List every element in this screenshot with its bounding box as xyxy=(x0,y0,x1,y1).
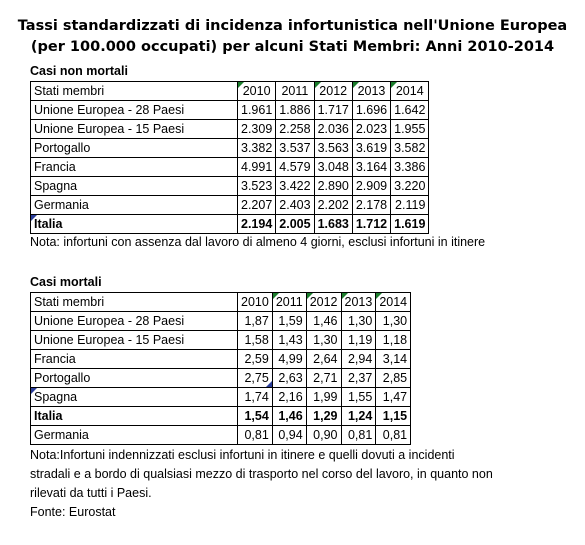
value-cell: 1,30 xyxy=(306,331,341,350)
column-header-label: 2013 xyxy=(344,295,373,309)
table-row xyxy=(31,101,429,120)
value-cell: 4.579 xyxy=(276,158,314,177)
comment-marker-icon xyxy=(391,82,397,88)
value-cell: 0,81 xyxy=(376,426,411,445)
country-cell: Francia xyxy=(31,158,238,177)
column-header-label: 2011 xyxy=(281,84,309,98)
value-label: 2,75 xyxy=(244,371,269,385)
value-cell: 1,54 xyxy=(238,407,273,426)
table-row xyxy=(31,331,411,350)
comment-marker-icon xyxy=(238,82,244,88)
table-row xyxy=(31,177,429,196)
value-cell: 1,18 xyxy=(376,331,411,350)
comment-marker-icon xyxy=(342,293,348,299)
value-cell: 2.178 xyxy=(352,196,390,215)
country-label: Spagna xyxy=(34,390,78,404)
value-cell: 0,81 xyxy=(238,426,273,445)
value-cell: 3,14 xyxy=(376,350,411,369)
country-cell: Portogallo xyxy=(31,139,238,158)
value-cell: 2.005 xyxy=(276,215,314,234)
note-line: Nota:Infortuni indennizzati esclusi infortuni in itinere e quelli dovuti a incidenti xyxy=(30,448,455,462)
value-cell: 1,30 xyxy=(376,312,411,331)
column-header-label: 2010 xyxy=(242,84,271,98)
table-row xyxy=(31,388,411,407)
table-note: Nota: infortuni con assenza dal lavoro di almeno 4 giorni, esclusi infortuni in itinere xyxy=(30,235,486,249)
table-row-highlight xyxy=(31,215,429,234)
column-header-label: 2012 xyxy=(309,295,338,309)
table-row xyxy=(31,139,429,158)
note-line: stradali e a bordo di qualsiasi mezzo di trasporto nel corso del lavoro, in quanto non xyxy=(30,467,493,481)
country-cell: Italia xyxy=(31,407,238,426)
value-cell: 4,99 xyxy=(272,350,306,369)
table-row xyxy=(31,312,411,331)
value-cell: 1,24 xyxy=(341,407,376,426)
column-header xyxy=(272,293,306,312)
value-cell: 2,94 xyxy=(341,350,376,369)
column-header xyxy=(306,293,341,312)
column-header xyxy=(352,82,390,101)
country-label: Italia xyxy=(34,217,63,231)
table-row-highlight xyxy=(31,407,411,426)
page-title xyxy=(0,16,585,58)
country-cell: Unione Europea - 15 Paesi xyxy=(31,331,238,350)
value-cell: 2,63 xyxy=(272,369,306,388)
table-row xyxy=(31,426,411,445)
value-cell: 2.207 xyxy=(238,196,276,215)
value-cell: 3.164 xyxy=(352,158,390,177)
column-header: Stati membri xyxy=(31,293,238,312)
value-cell: 2,59 xyxy=(238,350,273,369)
value-cell: 2,71 xyxy=(306,369,341,388)
comment-marker-icon xyxy=(307,293,313,299)
column-header xyxy=(376,293,411,312)
comment-marker-icon xyxy=(273,293,279,299)
value-cell: 3.382 xyxy=(238,139,276,158)
value-cell: 1,46 xyxy=(306,312,341,331)
value-cell: 1,47 xyxy=(376,388,411,407)
title-line-2: (per 100.000 occupati) per alcuni Stati Membri: Anni 2010-2014 xyxy=(30,39,555,55)
value-cell: 3.422 xyxy=(276,177,314,196)
comment-marker-icon xyxy=(353,82,359,88)
column-header xyxy=(276,82,314,101)
column-header xyxy=(238,293,273,312)
value-cell: 1.642 xyxy=(391,101,429,120)
column-header xyxy=(314,82,352,101)
value-cell: 0,90 xyxy=(306,426,341,445)
column-header-label: 2014 xyxy=(395,84,424,98)
value-cell: 1,46 xyxy=(272,407,306,426)
value-cell: 1.886 xyxy=(276,101,314,120)
table-row xyxy=(31,369,411,388)
value-cell: 1.712 xyxy=(352,215,390,234)
value-cell: 1,74 xyxy=(238,388,273,407)
comment-marker-icon xyxy=(376,293,382,299)
comment-marker-icon xyxy=(31,215,37,221)
value-cell: 2,16 xyxy=(272,388,306,407)
value-cell: 3.048 xyxy=(314,158,352,177)
country-cell xyxy=(31,215,238,234)
note-line: rilevati da tutti i Paesi. xyxy=(30,486,152,500)
table-non-fatal xyxy=(30,81,429,234)
value-cell: 2.036 xyxy=(314,120,352,139)
value-cell: 2.909 xyxy=(352,177,390,196)
value-cell: 1.961 xyxy=(238,101,276,120)
column-header-label: 2013 xyxy=(357,84,386,98)
section-label-fatal: Casi mortali xyxy=(30,275,102,289)
value-cell: 3.582 xyxy=(391,139,429,158)
country-cell: Unione Europea - 28 Paesi xyxy=(31,312,238,331)
value-cell: 2.258 xyxy=(276,120,314,139)
value-cell: 1,59 xyxy=(272,312,306,331)
column-header xyxy=(391,82,429,101)
comment-marker-icon xyxy=(31,388,37,394)
value-cell: 1,30 xyxy=(341,312,376,331)
value-cell: 1,87 xyxy=(238,312,273,331)
country-cell: Portogallo xyxy=(31,369,238,388)
value-cell: 1,19 xyxy=(341,331,376,350)
value-cell: 2.119 xyxy=(391,196,429,215)
value-cell: 2,37 xyxy=(341,369,376,388)
table-row xyxy=(31,196,429,215)
column-header xyxy=(341,293,376,312)
column-header: Stati membri xyxy=(31,82,238,101)
country-cell: Spagna xyxy=(31,177,238,196)
section-label-non-fatal: Casi non mortali xyxy=(30,64,128,78)
value-cell: 1,15 xyxy=(376,407,411,426)
value-cell: 0,81 xyxy=(341,426,376,445)
value-cell: 3.220 xyxy=(391,177,429,196)
column-header-label: 2014 xyxy=(379,295,408,309)
value-cell xyxy=(238,369,273,388)
country-cell: Francia xyxy=(31,350,238,369)
title-line-1: Tassi standardizzati di incidenza infortunistica nell'Unione Europea xyxy=(17,18,568,34)
value-cell: 2,64 xyxy=(306,350,341,369)
value-cell: 4.991 xyxy=(238,158,276,177)
column-header xyxy=(238,82,276,101)
country-cell: Unione Europea - 28 Paesi xyxy=(31,101,238,120)
country-cell: Unione Europea - 15 Paesi xyxy=(31,120,238,139)
value-cell: 1.955 xyxy=(391,120,429,139)
value-cell: 1,99 xyxy=(306,388,341,407)
table-row xyxy=(31,158,429,177)
column-header-label: 2010 xyxy=(241,295,269,309)
value-cell: 1.683 xyxy=(314,215,352,234)
value-cell: 2,85 xyxy=(376,369,411,388)
value-cell: 2.403 xyxy=(276,196,314,215)
comment-marker-icon xyxy=(315,82,321,88)
country-cell xyxy=(31,388,238,407)
value-cell: 1.717 xyxy=(314,101,352,120)
table-row xyxy=(31,120,429,139)
value-cell: 2.309 xyxy=(238,120,276,139)
value-cell: 3.619 xyxy=(352,139,390,158)
table-header-row xyxy=(31,293,411,312)
comment-marker-icon xyxy=(266,381,272,387)
value-cell: 1,55 xyxy=(341,388,376,407)
value-cell: 1.619 xyxy=(391,215,429,234)
value-cell: 1,43 xyxy=(272,331,306,350)
value-cell: 2.194 xyxy=(238,215,276,234)
country-cell: Germania xyxy=(31,426,238,445)
value-cell: 3.523 xyxy=(238,177,276,196)
column-header-label: 2011 xyxy=(275,295,303,309)
column-header-label: 2012 xyxy=(319,84,348,98)
value-cell: 2.202 xyxy=(314,196,352,215)
value-cell: 3.563 xyxy=(314,139,352,158)
value-cell: 2.023 xyxy=(352,120,390,139)
value-cell: 1,58 xyxy=(238,331,273,350)
table-row xyxy=(31,350,411,369)
value-cell: 3.386 xyxy=(391,158,429,177)
value-cell: 0,94 xyxy=(272,426,306,445)
value-cell: 3.537 xyxy=(276,139,314,158)
table-note xyxy=(30,446,550,522)
value-cell: 1,29 xyxy=(306,407,341,426)
value-cell: 2.890 xyxy=(314,177,352,196)
table-header-row xyxy=(31,82,429,101)
value-cell: 1.696 xyxy=(352,101,390,120)
table-fatal xyxy=(30,292,411,445)
country-cell: Germania xyxy=(31,196,238,215)
source-line: Fonte: Eurostat xyxy=(30,505,116,519)
